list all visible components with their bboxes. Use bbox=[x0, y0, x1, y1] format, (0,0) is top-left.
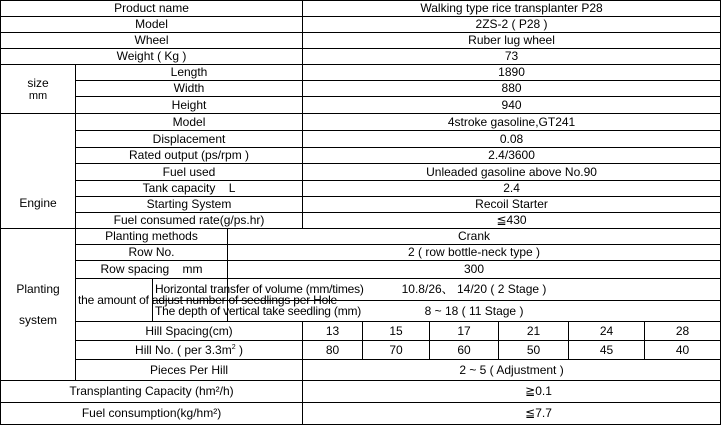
row-fuel-consumed-rate bbox=[1, 213, 721, 229]
horizontal-transfer-value: 10.8/26、 14/20 ( 2 Stage ) bbox=[228, 279, 721, 301]
planting-group-label bbox=[1, 229, 76, 381]
horizontal-transfer-label: Horizontal transfer of volume (mm/times) bbox=[153, 279, 228, 301]
hill-no-cell: 70 bbox=[363, 341, 430, 360]
vertical-take-value: 8 ~ 18 ( 11 Stage ) bbox=[228, 301, 721, 322]
planting-methods-value: Crank bbox=[228, 229, 721, 245]
hill-spacing-cell: 17 bbox=[430, 322, 499, 341]
planting-label: Planting bbox=[16, 281, 60, 296]
width-label: Width bbox=[76, 81, 303, 97]
hill-no-label-text: Hill No. ( per 3.3m bbox=[135, 342, 232, 357]
length-label: Length bbox=[76, 65, 303, 81]
engine-model-label: Model bbox=[76, 114, 303, 131]
row-spacing-value: 300 bbox=[228, 261, 721, 279]
engine-group-label: Engine bbox=[1, 114, 76, 229]
hill-no-cell: 80 bbox=[303, 341, 363, 360]
length-value: 1890 bbox=[303, 65, 721, 81]
fuel-consumed-rate-label: Fuel consumed rate(g/ps.hr) bbox=[76, 213, 303, 229]
system-label: system bbox=[18, 312, 57, 327]
height-value: 940 bbox=[303, 97, 721, 114]
row-no-label: Row No. bbox=[76, 245, 228, 261]
row-spacing-label: Row spacing mm bbox=[76, 261, 228, 279]
row-size-height bbox=[1, 97, 721, 114]
rated-output-value: 2.4/3600 bbox=[303, 148, 721, 164]
row-wheel bbox=[1, 33, 721, 49]
row-fuel-used bbox=[1, 164, 721, 181]
width-value: 880 bbox=[303, 81, 721, 97]
size-group-label bbox=[1, 65, 76, 114]
model-value: 2ZS-2 ( P28 ) bbox=[303, 17, 721, 33]
hill-no-label-close: ) bbox=[235, 342, 243, 357]
row-tank-capacity bbox=[1, 181, 721, 197]
row-hill-no bbox=[1, 341, 721, 360]
starting-system-label: Starting System bbox=[76, 197, 303, 213]
pieces-per-hill-value: 2 ~ 5 ( Adjustment ) bbox=[303, 360, 721, 381]
row-planting-methods bbox=[1, 229, 721, 245]
hill-spacing-cell: 13 bbox=[303, 322, 363, 341]
row-fuel-consumption bbox=[1, 403, 721, 425]
engine-model-value: 4stroke gasoline,GT241 bbox=[303, 114, 721, 131]
row-no-value: 2 ( row bottle-neck type ) bbox=[228, 245, 721, 261]
rated-output-label: Rated output (ps/rpm ) bbox=[76, 148, 303, 164]
product-name-value: Walking type rice transplanter P28 bbox=[303, 1, 721, 17]
fuel-consumption-value: ≦7.7 bbox=[303, 403, 721, 425]
row-rated-output bbox=[1, 148, 721, 164]
row-row-no bbox=[1, 245, 721, 261]
hill-no-cell: 45 bbox=[569, 341, 645, 360]
tank-capacity-value: 2.4 bbox=[303, 181, 721, 197]
weight-value: 73 bbox=[303, 49, 721, 65]
model-label: Model bbox=[1, 17, 303, 33]
transplanting-capacity-value: ≧0.1 bbox=[303, 381, 721, 403]
tank-capacity-label: Tank capacity L bbox=[76, 181, 303, 197]
hill-spacing-cell: 28 bbox=[645, 322, 721, 341]
product-name-label: Product name bbox=[1, 1, 303, 17]
row-product-name bbox=[1, 1, 721, 17]
pieces-per-hill-label: Pieces Per Hill bbox=[76, 360, 303, 381]
row-weight bbox=[1, 49, 721, 65]
row-horizontal-transfer bbox=[1, 279, 721, 301]
row-pieces-per-hill bbox=[1, 360, 721, 381]
transplanting-capacity-label: Transplanting Capacity (hm²/h) bbox=[1, 381, 303, 403]
starting-system-value: Recoil Starter bbox=[303, 197, 721, 213]
weight-label: Weight ( Kg ) bbox=[1, 49, 303, 65]
planting-methods-label: Planting methods bbox=[76, 229, 228, 245]
height-label: Height bbox=[76, 97, 303, 114]
hill-no-cell: 40 bbox=[645, 341, 721, 360]
row-model bbox=[1, 17, 721, 33]
row-engine-model bbox=[1, 114, 721, 131]
displacement-label: Displacement bbox=[76, 131, 303, 148]
fuel-consumed-rate-value: ≦430 bbox=[303, 213, 721, 229]
hill-no-label bbox=[76, 341, 303, 360]
hill-no-cell: 50 bbox=[499, 341, 569, 360]
fuel-used-label: Fuel used bbox=[76, 164, 303, 181]
row-starting-system bbox=[1, 197, 721, 213]
size-unit: mm bbox=[28, 89, 48, 102]
fuel-used-value: Unleaded gasoline above No.90 bbox=[303, 164, 721, 181]
adjust-seedlings-label: the amount of adjust number of seedlings per Hole bbox=[76, 279, 153, 322]
hill-no-cell: 60 bbox=[430, 341, 499, 360]
row-transplanting-capacity bbox=[1, 381, 721, 403]
wheel-label: Wheel bbox=[1, 33, 303, 49]
row-displacement bbox=[1, 131, 721, 148]
row-size-width bbox=[1, 81, 721, 97]
hill-spacing-cell: 15 bbox=[363, 322, 430, 341]
size-label: size bbox=[27, 75, 49, 90]
hill-spacing-label: Hill Spacing(cm) bbox=[76, 322, 303, 341]
row-row-spacing bbox=[1, 261, 721, 279]
row-size-length bbox=[1, 65, 721, 81]
vertical-take-label: The depth of vertical take seedling (mm) bbox=[153, 301, 228, 322]
fuel-consumption-label: Fuel consumption(kg/hm²) bbox=[1, 403, 303, 425]
hill-spacing-cell: 24 bbox=[569, 322, 645, 341]
hill-no-label-sup: 2 bbox=[231, 343, 236, 351]
displacement-value: 0.08 bbox=[303, 131, 721, 148]
wheel-value: Ruber lug wheel bbox=[303, 33, 721, 49]
hill-spacing-cell: 21 bbox=[499, 322, 569, 341]
row-hill-spacing bbox=[1, 322, 721, 341]
